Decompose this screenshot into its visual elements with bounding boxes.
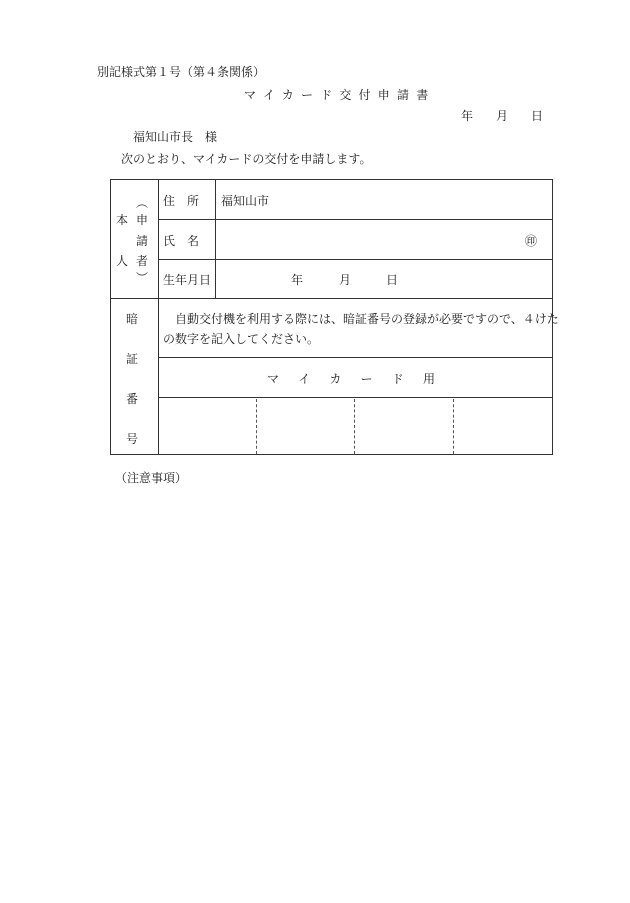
divider-name-birthdate bbox=[158, 259, 552, 260]
form-reference: 別記様式第１号（第４条関係） bbox=[97, 65, 266, 79]
birth-day-label: 日 bbox=[386, 273, 399, 287]
date-month-label: 月 bbox=[496, 109, 509, 123]
pin-digit-box-3[interactable] bbox=[355, 398, 452, 453]
address-label: 住 所 bbox=[163, 194, 200, 208]
pin-label-char-4: 号 bbox=[126, 432, 139, 446]
notes-label: （注意事項） bbox=[115, 471, 188, 485]
seal-mark: ㊞ bbox=[525, 234, 538, 248]
pin-digit-box-1[interactable] bbox=[159, 398, 255, 453]
applicant-label-char-3: 請 bbox=[136, 234, 149, 248]
divider-address-name bbox=[158, 219, 552, 220]
addressee: 福知山市長 様 bbox=[133, 130, 218, 144]
divider-label-column-applicant bbox=[158, 180, 159, 298]
pin-digit-box-2[interactable] bbox=[257, 398, 353, 453]
applicant-label-char-4: 人 bbox=[116, 254, 129, 268]
birth-year-label: 年 bbox=[291, 273, 304, 287]
pin-digit-box-4[interactable] bbox=[454, 398, 551, 453]
date-day-label: 日 bbox=[531, 109, 544, 123]
page-title: マイカード交付申請書 bbox=[244, 88, 436, 102]
pin-label-char-3: 番 bbox=[126, 392, 139, 406]
card-use-label: マ イ カ ー ド 用 bbox=[267, 372, 439, 386]
birthdate-label: 生年月日 bbox=[163, 273, 212, 287]
pin-label-char-1: 暗 bbox=[126, 312, 139, 326]
pin-instruction-line-2: の数字を記入してください。 bbox=[163, 332, 320, 346]
applicant-label-char-5: 者 bbox=[136, 254, 149, 268]
pin-label-char-2: 証 bbox=[126, 352, 139, 366]
applicant-paren-close: ︶ bbox=[136, 271, 149, 285]
date-year-label: 年 bbox=[461, 109, 474, 123]
birth-month-label: 月 bbox=[339, 273, 352, 287]
applicant-label-char-2: 申 bbox=[136, 213, 149, 227]
divider-applicant-pin bbox=[111, 298, 552, 299]
name-label: 氏 名 bbox=[163, 234, 200, 248]
divider-instruction-carduse bbox=[158, 357, 552, 358]
applicant-label-char-1: 本 bbox=[116, 213, 129, 227]
intro-text: 次のとおり、マイカードの交付を申請します。 bbox=[121, 152, 372, 166]
pin-instruction-line-1: 自動交付機を利用する際には、暗証番号の登録が必要ですので、４けた bbox=[175, 312, 559, 326]
applicant-paren-open: ︵ bbox=[136, 196, 149, 210]
application-form-table bbox=[110, 179, 559, 455]
address-value: 福知山市 bbox=[221, 194, 270, 208]
divider-field-label-column bbox=[215, 180, 216, 298]
